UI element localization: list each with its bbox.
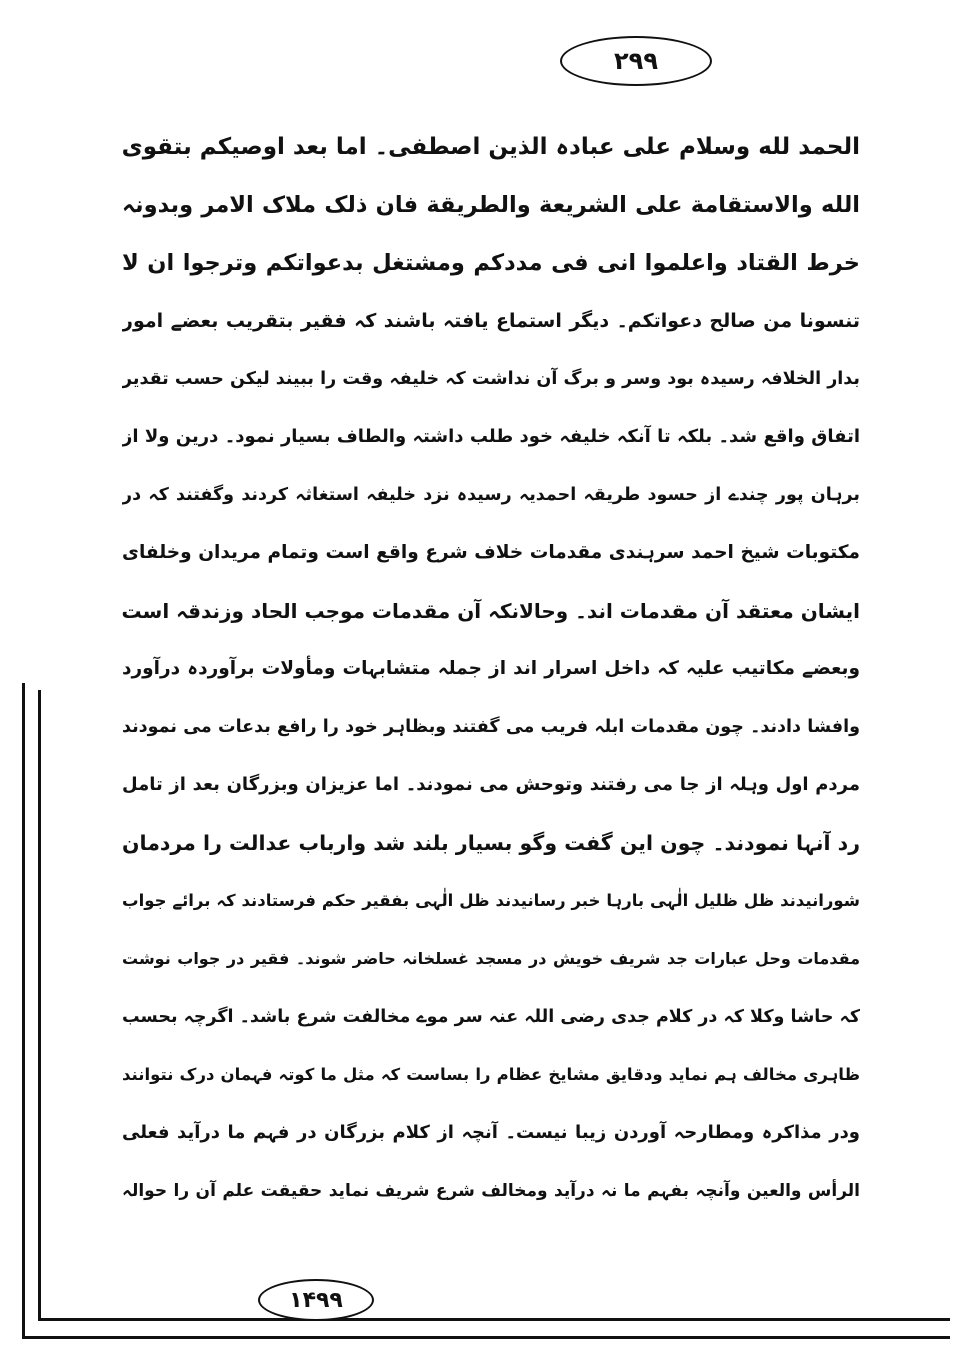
text-line: بدار الخلافہ رسیدہ بود وسر و برگ آن نداشت کہ خلیفہ وقت را ببیند لیکن حسب تقدیر — [122, 369, 860, 389]
text-line: ظاہری مخالف ہم نماید ودقایق مشایخ عظام را بساست کہ مثل ما کوتہ فہمان درک نتوانند — [122, 1065, 860, 1084]
text-line: مردم اول وہلہ از جا می رفتند وتوحش می نمودند۔ اما عزیزان وبزرگان بعد از تامل — [122, 774, 860, 795]
frame-inner-left-line — [38, 690, 41, 1320]
frame-outer-bottom-line — [22, 1336, 950, 1339]
text-line: اتفاق واقع شد۔ بلکہ تا آنکہ خلیفہ خود طلب داشتہ والطاف بسیار نمود۔ درین ولا از — [122, 426, 860, 447]
frame-outer-left-line — [22, 683, 25, 1338]
text-line: ایشان معتقد آن مقدمات اند۔ وحالانکہ آن مقدمات موجب الحاد وزندقہ است — [122, 599, 860, 623]
text-line: الرأس والعین وآنچہ بفہم ما نہ درآید ومخالف شرع شریف نماید حقیقت علم آن را حوالہ — [122, 1181, 860, 1201]
text-line: وبعضے مکاتیب علیہ کہ داخل اسرار اند از جملہ متشابہات ومأولات برآوردہ درآورد — [122, 658, 860, 679]
text-line: ودر مذاکرہ ومطارحہ آوردن زیبا نیست۔ آنچہ از کلام بزرگان در فہم ما درآید فعلی — [122, 1122, 860, 1143]
manuscript-text-block — [122, 118, 860, 1220]
text-line: مقدمات وحل عبارات جد شریف خویش در مسجد غسلخانہ حاضر شوند۔ فقیر در جواب نوشت — [122, 949, 860, 968]
text-line: مکتوبات شیخ احمد سرہندی مقدمات خلاف شرع واقع است وتمام مریدان وخلفای — [122, 542, 860, 563]
text-line: الله والاستقامة علی الشریعة والطریقة فان ذلک ملاک الامر وبدونہ — [122, 192, 860, 218]
text-line: شورانیدند ظل ظلیل الٰہی بارہا خبر رسانیدند ظل الٰہی بفقیر حکم فرستادند کہ برائے جواب — [122, 891, 860, 910]
text-line: خرط القتاد واعلموا انی فی مددکم ومشتغل بدعواتکم وترجوا ان لا — [122, 250, 860, 276]
text-line: الحمد لله وسلام علی عبادہ الذین اصطفی۔ اما بعد اوصیکم بتقوی — [122, 134, 860, 160]
page-number-top: ۲۹۹ — [560, 36, 712, 86]
text-line: کہ حاشا وکلا کہ در کلام جدی رضی اللہ عنہ سر موے مخالفت شرع باشد۔ اگرچہ بحسب — [122, 1007, 860, 1027]
text-line: وافشا دادند۔ چون مقدمات ابلہ فریب می گفتند وبظاہر خود را رافع بدعات می نمودند — [122, 717, 860, 737]
frame-inner-bottom-line — [38, 1318, 950, 1321]
text-line: رد آنہا نمودند۔ چون این گفت وگو بسیار بلند شد وارباب عدالت را مردمان — [122, 831, 860, 855]
text-line: برہان پور چندے از حسود طریقہ احمدیہ رسیدہ نزد خلیفہ استغاثہ کردند وگفتند کہ در — [122, 485, 860, 505]
text-line: تنسونا من صالح دعواتکم۔ دیگر استماع یافتہ باشند کہ فقیر بتقریب بعضے امور — [122, 310, 860, 332]
page-number-bottom: ۱۴۹۹ — [258, 1279, 374, 1321]
